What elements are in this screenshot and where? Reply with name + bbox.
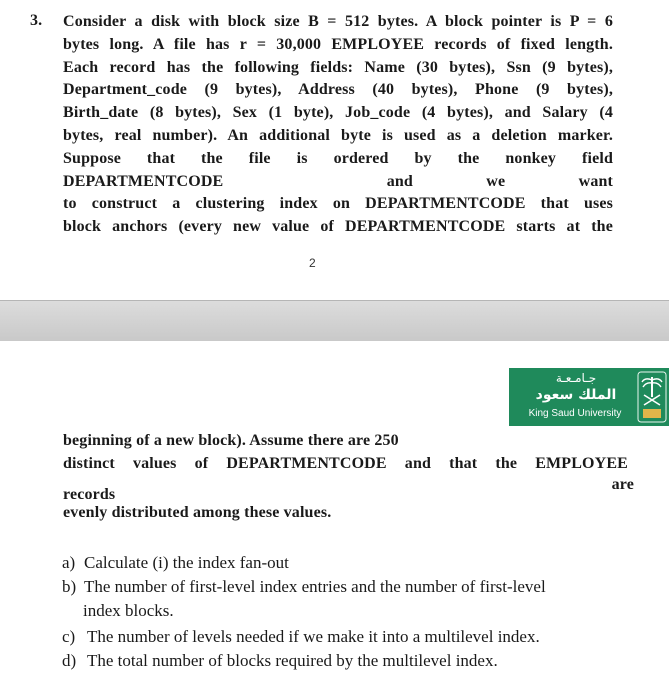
watermark-arabic-line2: الملك سعود bbox=[535, 387, 617, 403]
page-separator bbox=[0, 300, 669, 342]
text-line: beginning of a new block). Assume there are 250 bbox=[63, 432, 399, 449]
part-label: a) bbox=[62, 553, 76, 572]
text-line: bytes long. A file has r = 30,000 EMPLOYEE records of fixed length. bbox=[63, 35, 613, 53]
question-text-top bbox=[63, 11, 613, 239]
word: DEPARTMENTCODE bbox=[63, 172, 224, 190]
university-watermark bbox=[509, 368, 669, 426]
question-text-bottom bbox=[63, 430, 634, 524]
text-line: evenly distributed among these values. bbox=[63, 503, 332, 521]
text-line: Department_code (9 bytes), Address (40 bytes), Phone (9 bytes), bbox=[63, 81, 613, 99]
word: and bbox=[386, 172, 413, 190]
part-b bbox=[62, 575, 622, 599]
part-text: The number of first-level index entries and the number of first-level bbox=[84, 577, 546, 596]
question-parts bbox=[62, 551, 622, 673]
part-d bbox=[62, 649, 622, 673]
part-text: The total number of blocks required by the multilevel index. bbox=[87, 651, 498, 670]
text-line: distinct values of DEPARTMENTCODE and that the EMPLOYEE bbox=[63, 454, 628, 472]
word: want bbox=[578, 172, 613, 190]
word: we bbox=[486, 172, 506, 190]
palm-crest-icon bbox=[637, 371, 667, 423]
text-line: Birth_date (8 bytes), Sex (1 byte), Job_code (4 bytes), and Salary (4 bbox=[63, 104, 613, 122]
part-c bbox=[62, 625, 622, 649]
question-number: 3. bbox=[30, 12, 43, 29]
part-a bbox=[62, 551, 622, 575]
part-label: c) bbox=[62, 627, 76, 646]
text-line: bytes, real number). An additional byte is used as a deletion marker. bbox=[63, 126, 613, 144]
word: are bbox=[611, 475, 634, 493]
watermark-arabic-line1: جـامـعـة bbox=[555, 371, 597, 385]
word: records bbox=[63, 485, 116, 503]
watermark-english: King Saud University bbox=[528, 408, 622, 419]
page-number: 2 bbox=[309, 256, 316, 270]
part-b-continued bbox=[62, 599, 622, 623]
part-text: The number of levels needed if we make it into a multilevel index. bbox=[87, 627, 540, 646]
part-text: Calculate (i) the index fan-out bbox=[84, 553, 289, 572]
text-line: Suppose that the file is ordered by the nonkey field bbox=[63, 149, 613, 167]
part-label: d) bbox=[62, 651, 77, 670]
text-line: Consider a disk with block size B = 512 bytes. A block pointer is P = 6 bbox=[63, 13, 613, 30]
part-text: index blocks. bbox=[83, 601, 174, 620]
text-line: Each record has the following fields: Name (30 bytes), Ssn (9 bytes), bbox=[63, 58, 613, 76]
text-line-split bbox=[63, 475, 634, 503]
text-line: block anchors (every new value of DEPARTMENTCODE starts at the bbox=[63, 218, 613, 236]
part-label: b) bbox=[62, 577, 77, 596]
page-top bbox=[0, 0, 669, 300]
text-line: to construct a clustering index on DEPARTMENTCODE that uses bbox=[63, 195, 613, 213]
text-line-split bbox=[63, 171, 613, 194]
